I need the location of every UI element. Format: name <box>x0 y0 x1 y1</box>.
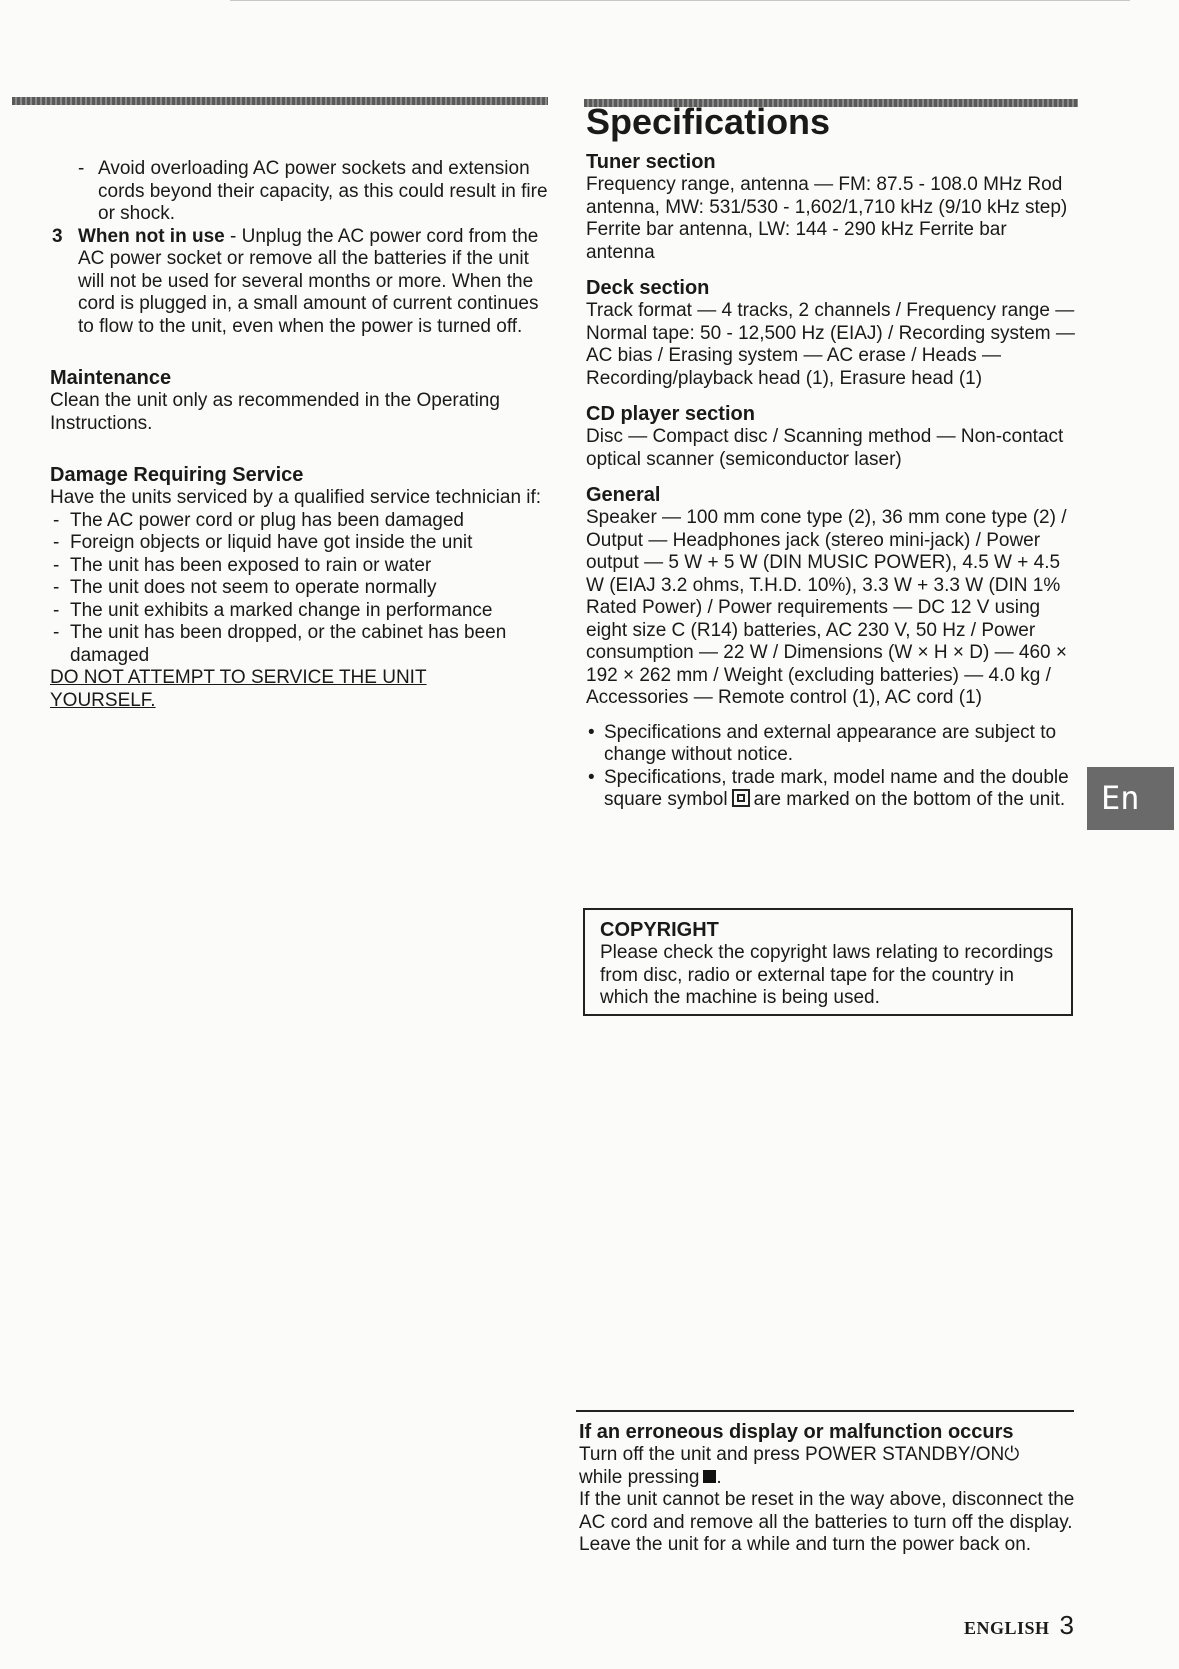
page-footer <box>964 1610 1074 1641</box>
damage-intro: Have the units serviced by a qualified service technician if: <box>50 487 542 508</box>
overload-warning: - Avoid overloading AC power sockets and extension cords beyond their capacity, as this could result in fire or shock. <box>50 158 550 226</box>
cd-heading: CD player section <box>586 403 755 425</box>
scan-edge-line <box>230 0 1130 1</box>
tuner-text: Frequency range, antenna — FM: 87.5 - 108.0 MHz Rod antenna, MW: 531/530 - 1,602/1,710 kHz (9/10 kHz step) Ferrite bar antenna, LW: 144 - 290 kHz Ferrite bar antenna <box>586 174 1068 263</box>
deck-text: Track format — 4 tracks, 2 channels / Frequency range — Normal tape: 50 - 12,500 Hz (EIAJ) / Recording system — AC bias / Erasing system — AC erase / Heads — Recording/playback head (1), Erasure head (1) <box>586 300 1075 389</box>
item-number: 3 <box>52 225 63 247</box>
malfunction-text: Turn off the unit and press POWER STANDBY/ON <box>579 1444 1005 1465</box>
service-warning: DO NOT ATTEMPT TO SERVICE THE UNIT YOURSELF. <box>50 667 427 711</box>
general-text: Speaker — 100 mm cone type (2), 36 mm cone type (2) / Output — Headphones jack (stereo mini-jack) / Power output — 5 W + 5 W (DIN MUSIC POWER), 4.5 W + 4.5 W (EIAJ 3.2 ohms, T.H.D. 10%), 3.3 W + 3.3 W (DIN 1% Rated Power) / Power requirements — DC 12 V using eight size C (R14) batteries, AC 230 V, 50 Hz / Power consumption — 22 W / Dimensions (W × H × D) — 460 × 192 × 262 mm / Weight (excluding batteries) — 4.0 kg / Accessories — Remote control (1), AC cord (1) <box>586 507 1067 708</box>
notes-list <box>586 722 1076 812</box>
copyright-box <box>583 908 1073 1016</box>
stop-icon <box>703 1470 716 1483</box>
copyright-text: Please check the copyright laws relating to recordings from disc, radio or external tape for the country in which the machine is being used. <box>600 942 1054 1008</box>
list-item: - The unit has been exposed to rain or water <box>50 555 550 578</box>
damage-list <box>50 510 550 668</box>
malfunction-line3: Leave the unit for a while and turn the power back on. <box>579 1534 1032 1555</box>
power-icon: ⏻ <box>1004 1444 1020 1465</box>
list-item <box>586 767 1076 812</box>
damage-heading: Damage Requiring Service <box>50 464 304 486</box>
footer-language: ENGLISH <box>964 1618 1050 1638</box>
page-title: Specifications <box>586 101 831 142</box>
page-number: 3 <box>1059 1610 1074 1640</box>
language-tab: En <box>1087 767 1174 830</box>
double-square-icon <box>732 789 750 807</box>
list-item: - The unit exhibits a marked change in performance <box>50 600 550 623</box>
item-title: When not in use <box>78 225 225 247</box>
tuner-heading: Tuner section <box>586 151 716 173</box>
when-not-in-use-item <box>50 226 550 339</box>
note-text: are marked on the bottom of the unit. <box>753 789 1066 810</box>
malfunction-line1: Turn off the unit and press POWER STANDBY/ON⏻ while pressing . <box>579 1444 1020 1488</box>
item-text: - Unplug the AC power cord from the AC power socket or remove all the batteries if the unit will not be used for several months or more. When the cord is plugged in, a small amount of current continues to flow to the unit, even when the power is turned off. <box>78 225 539 337</box>
note-text: Specifications, trade mark, model name and the double square symbol <box>604 766 1069 810</box>
list-item: - The unit has been dropped, or the cabinet has been damaged <box>50 622 550 667</box>
general-heading: General <box>586 484 661 506</box>
list-item: - Foreign objects or liquid have got inside the unit <box>50 532 550 555</box>
maintenance-heading: Maintenance <box>50 367 172 389</box>
left-column <box>50 158 550 712</box>
malfunction-line2: If the unit cannot be reset in the way above, disconnect the AC cord and remove all the batteries to turn off the display. <box>579 1489 1075 1533</box>
malfunction-text: while pressing <box>579 1466 700 1488</box>
list-item: • Specifications and external appearance are subject to change without notice. <box>586 722 1076 767</box>
left-header-rule <box>12 97 548 105</box>
list-item: - The unit does not seem to operate normally <box>50 577 550 600</box>
malfunction-section <box>579 1420 1079 1557</box>
malfunction-heading: If an erroneous display or malfunction occurs <box>579 1421 1014 1443</box>
copyright-heading: COPYRIGHT <box>600 919 719 941</box>
list-item: - The AC power cord or plug has been damaged <box>50 510 550 533</box>
deck-heading: Deck section <box>586 277 710 299</box>
cd-text: Disc — Compact disc / Scanning method — Non-contact optical scanner (semiconductor laser) <box>586 426 1064 470</box>
malfunction-rule <box>576 1410 1074 1412</box>
right-column <box>586 100 1076 812</box>
maintenance-text: Clean the unit only as recommended in the Operating Instructions. <box>50 390 500 434</box>
